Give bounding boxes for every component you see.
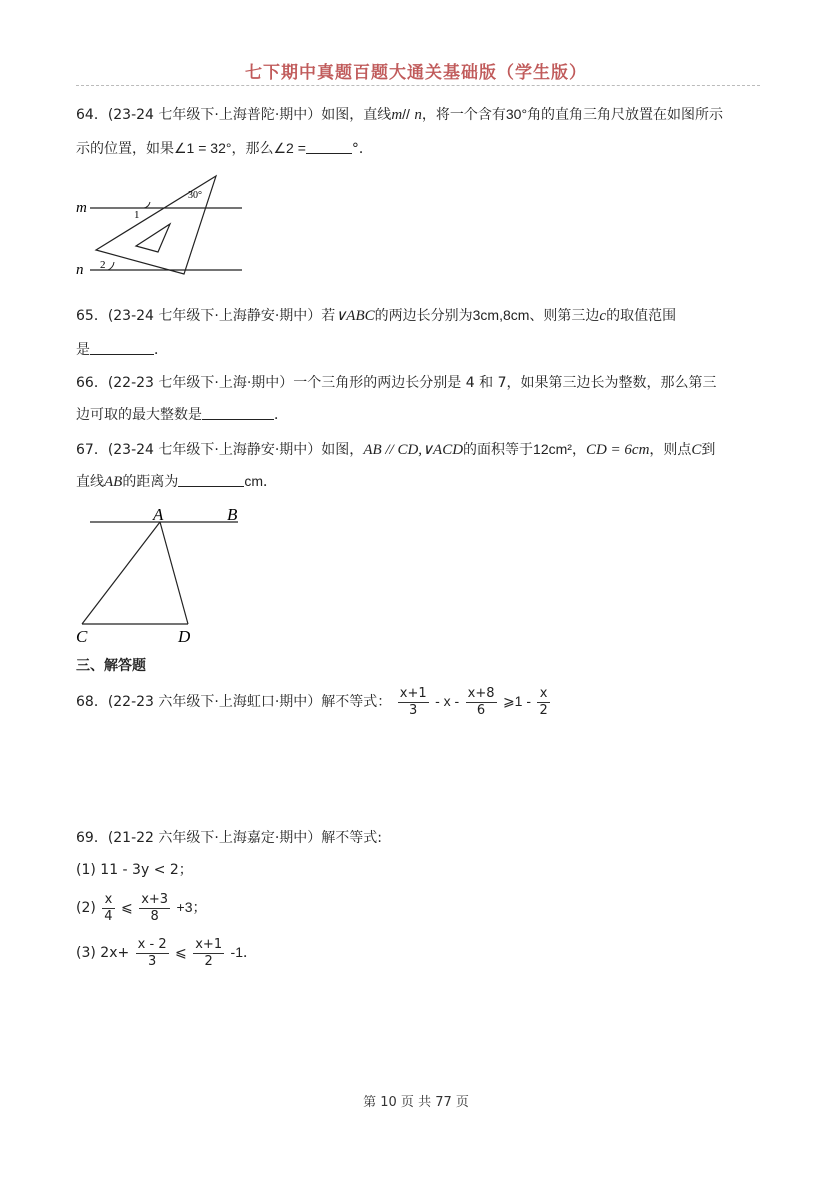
q68-fraction-3: $\frac{x}{2}$	[539, 685, 548, 718]
q66-answer-blank[interactable]	[202, 405, 274, 420]
q69-line: 69．(21-22 六年级下·上海嘉定·期中）解不等式:	[76, 830, 383, 846]
q65-line1: 65．(23-24 七年级下·上海静安·期中）若∨ABC的两边长分别为3cm,8cm、则第三边c的取值范围	[76, 307, 677, 324]
q65-answer-blank[interactable]	[90, 340, 154, 355]
q69-p2-fraction-2: $\frac{x+3}{8}$	[141, 891, 169, 924]
q69-part1: (1) 11 - 3y < 2；	[76, 862, 193, 878]
label-B: B	[227, 505, 238, 524]
q66-line1: 66．(22-23 七年级下·上海·期中）一个三角形的两边长分别是 4 和 7，如果第三边长为整数，那么第三	[76, 375, 717, 391]
label-m: m	[76, 200, 87, 216]
section-title: 三、解答题	[76, 658, 146, 674]
q66-line2: 边可取的最大整数是 ．	[76, 407, 288, 423]
q69-p2-fraction-1: $\frac{x}{4}$	[104, 891, 113, 924]
label-D: D	[178, 627, 191, 646]
label-angle-1: 1	[134, 209, 140, 221]
q69-p3-fraction-1: $\frac{x - 2}{3}$	[137, 936, 167, 969]
q69-part3: (3) 2x+ $\frac{x - 2}{3}$ ⩽ $\frac{x+1}{2}$ -1．	[76, 936, 257, 969]
q69-p3-fraction-2: $\frac{x+1}{2}$	[195, 936, 223, 969]
q67-figure	[70, 500, 260, 650]
q64-line2: 示的位置，如果∠1 = 32°，那么∠2 = °．	[76, 140, 373, 157]
q68-fraction-2: $\frac{x+8}{6}$	[467, 685, 495, 718]
segment-ac	[82, 522, 160, 624]
q69-part2: (2) $\frac{x}{4}$ ⩽ $\frac{x+3}{8}$ +3；	[76, 891, 207, 924]
page-footer: 第 10 页 共 77 页	[363, 1095, 469, 1110]
q65-line2: 是 ．	[76, 342, 168, 358]
arc-angle-2	[108, 262, 114, 270]
page-header-title: 七下期中真题百题大通关基础版（学生版）	[245, 63, 587, 83]
q67-answer-blank[interactable]	[178, 472, 244, 487]
arc-angle-1	[144, 202, 150, 208]
label-angle-2: 2	[100, 259, 106, 271]
label-angle-30: 30°	[188, 190, 202, 201]
q68-fraction-1: $\frac{x+1}{3}$	[399, 685, 427, 718]
header-divider	[76, 85, 760, 86]
q68-line: 68．(22-23 六年级下·上海虹口·期中）解不等式： $\frac{x+1}{3}$ - x - $\frac{x+8}{6}$ ⩾1 - $\frac{x}{2}$	[76, 685, 548, 718]
q64-line1: 64．(23-24 七年级下·上海普陀·期中）如图，直线m// n，将一个含有30°角的直角三角尺放置在如图所示	[76, 106, 724, 123]
set-square-inner	[136, 224, 170, 252]
label-A: A	[153, 505, 164, 524]
q67-line2: 直线AB的距离为 cm．	[76, 473, 277, 490]
segment-ad	[160, 522, 188, 624]
label-n: n	[76, 262, 84, 278]
q67-line1: 67．(23-24 七年级下·上海静安·期中）如图，AB // CD,∨ACD的面积等于12cm²，CD = 6cm，则点C到	[76, 441, 716, 458]
q64-figure	[70, 170, 250, 280]
label-C: C	[76, 627, 88, 646]
q64-answer-blank[interactable]	[306, 139, 352, 154]
